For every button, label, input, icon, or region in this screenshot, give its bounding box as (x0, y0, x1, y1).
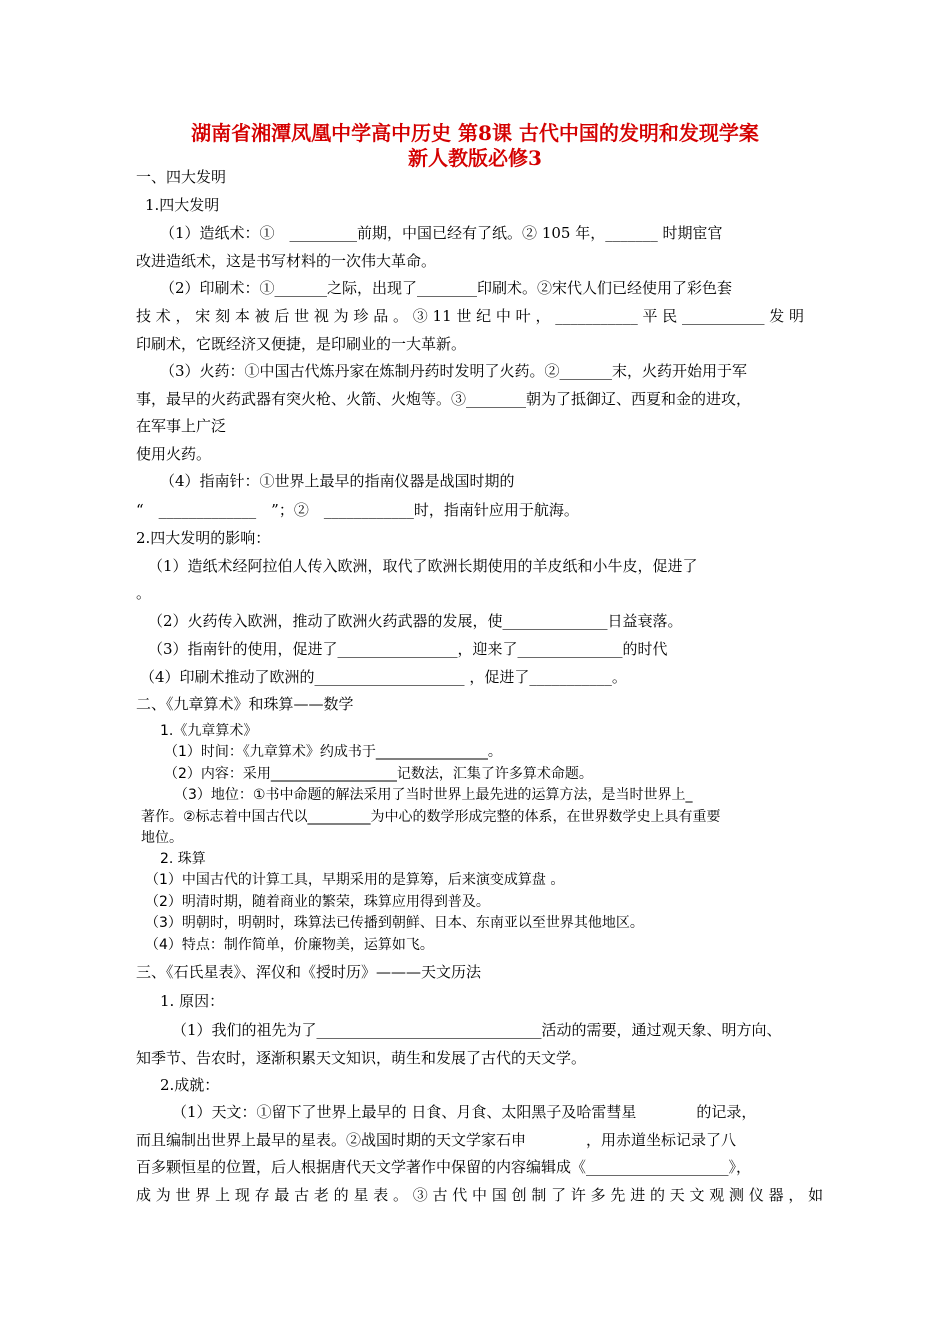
text-line: 改进造纸术，这是书写材料的一次伟大革命。 (136, 252, 437, 270)
text-line: 地位。 (141, 830, 183, 846)
section-heading-astronomy: 三、《石氏星表》、浑仪和《授时历》———天文历法 (136, 963, 482, 981)
text-line: 印刷术，它既经济又便捷，是印刷业的一大革新。 (136, 335, 467, 353)
section-heading-inventions: 一、四大发明 (136, 168, 227, 186)
subsection-heading: 2. 珠算 (160, 851, 206, 867)
subsection-heading: 1.四大发明 (145, 196, 220, 214)
text-line: （4）指南针：①世界上最早的指南仪器是战国时期的 (160, 472, 515, 490)
text-line: “ _____________ ”；② ____________时，指南针应用于航海。 (136, 501, 579, 519)
document-title-line2: 新人教版必修3 (408, 146, 542, 170)
text-line: 百多颗恒星的位置，后人根据唐代天文学著作中保留的内容编辑成《___________________》， (136, 1158, 752, 1176)
text-line: （1）造纸术：① _________前期，中国已经有了纸。② 105 年，_______ 时期宦官 (160, 224, 723, 242)
text-line: 技 术 ， 宋 刻 本 被 后 世 视 为 珍 品 。 ③ 11 世 纪 中 叶 ， ___________ 平 民 ___________ 发 明 (136, 307, 805, 325)
subsection-heading: 1. 原因： (160, 992, 225, 1010)
text-line: （2）内容：采用__________________记数法，汇集了许多算术命题。 (164, 766, 593, 782)
text-line: （4）特点：制作简单，价廉物美，运算如飞。 (145, 937, 434, 953)
subsection-heading: 1.《九章算术》 (160, 723, 258, 739)
subsection-heading: 2.成就： (160, 1076, 220, 1094)
text-line: （3）指南针的使用，促进了________________，迎来了______________的时代 (148, 640, 668, 658)
text-line: （3）地位：①书中命题的解法采用了当时世界上最先进的运算方法，是当时世界上_ (174, 787, 693, 803)
text-line: 著作。②标志着中国古代以_________为中心的数学形成完整的体系，在世界数学史上具有重要 (141, 809, 721, 825)
subsection-heading: 2.四大发明的影响： (136, 529, 271, 547)
text-line: （1）时间：《九章算术》约成书于________________。 (164, 744, 502, 760)
section-heading-math: 二、《九章算术》和珠算——数学 (136, 695, 354, 713)
text-line: （2）印刷术：①_______之际，出现了________印刷术。②宋代人们已经使用了彩色套 (160, 279, 733, 297)
text-line: （1）中国古代的计算工具，早期采用的是算筹，后来演变成算盘 。 (145, 872, 565, 888)
text-line: 知季节、告农时，逐渐积累天文知识，萌生和发展了古代的天文学。 (136, 1049, 587, 1067)
text-line: 在军事上广泛 (136, 417, 227, 435)
text-line: （1）我们的祖先为了______________________________活动的需要，通过观天象、明方向、 (172, 1021, 782, 1039)
text-line: 成 为 世 界 上 现 存 最 古 老 的 星 表 。 ③ 古 代 中 国 创 制 了 许 多 先 进 的 天 文 观 测 仪 器 ， 如 (136, 1186, 824, 1204)
text-line: （2）明清时期，随着商业的繁荣，珠算应用得到普及。 (145, 894, 490, 910)
text-line: （1）天文：①留下了世界上最早的 日食、月食、太阳黑子及哈雷彗星 的记录， (172, 1103, 757, 1121)
text-line: （3）明朝时，明朝时，珠算法已传播到朝鲜、日本、东南亚以至世界其他地区。 (145, 915, 644, 931)
text-line: 使用火药。 (136, 445, 212, 463)
text-line: （1）造纸术经阿拉伯人传入欧洲，取代了欧洲长期使用的羊皮纸和小牛皮，促进了 (148, 557, 698, 575)
text-line: （4）印刷术推动了欧洲的____________________ ，促进了___________。 (140, 668, 627, 686)
text-line: 。 (136, 584, 152, 602)
text-line: （3）火药：①中国古代炼丹家在炼制丹药时发明了火药。②_______末，火药开始用于军 (160, 362, 748, 380)
text-line: 而且编制出世界上最早的星表。②战国时期的天文学家石申 ，用赤道坐标记录了八 (136, 1131, 737, 1149)
document-title-line1: 湖南省湘潭凤凰中学高中历史 第8课 古代中国的发明和发现学案 (191, 121, 759, 145)
text-line: （2）火药传入欧洲，推动了欧洲火药武器的发展，使______________日益衰落。 (148, 612, 683, 630)
text-line: 事，最早的火药武器有突火枪、火箭、火炮等。③________朝为了抵御辽、西夏和金的进攻， (136, 390, 752, 408)
